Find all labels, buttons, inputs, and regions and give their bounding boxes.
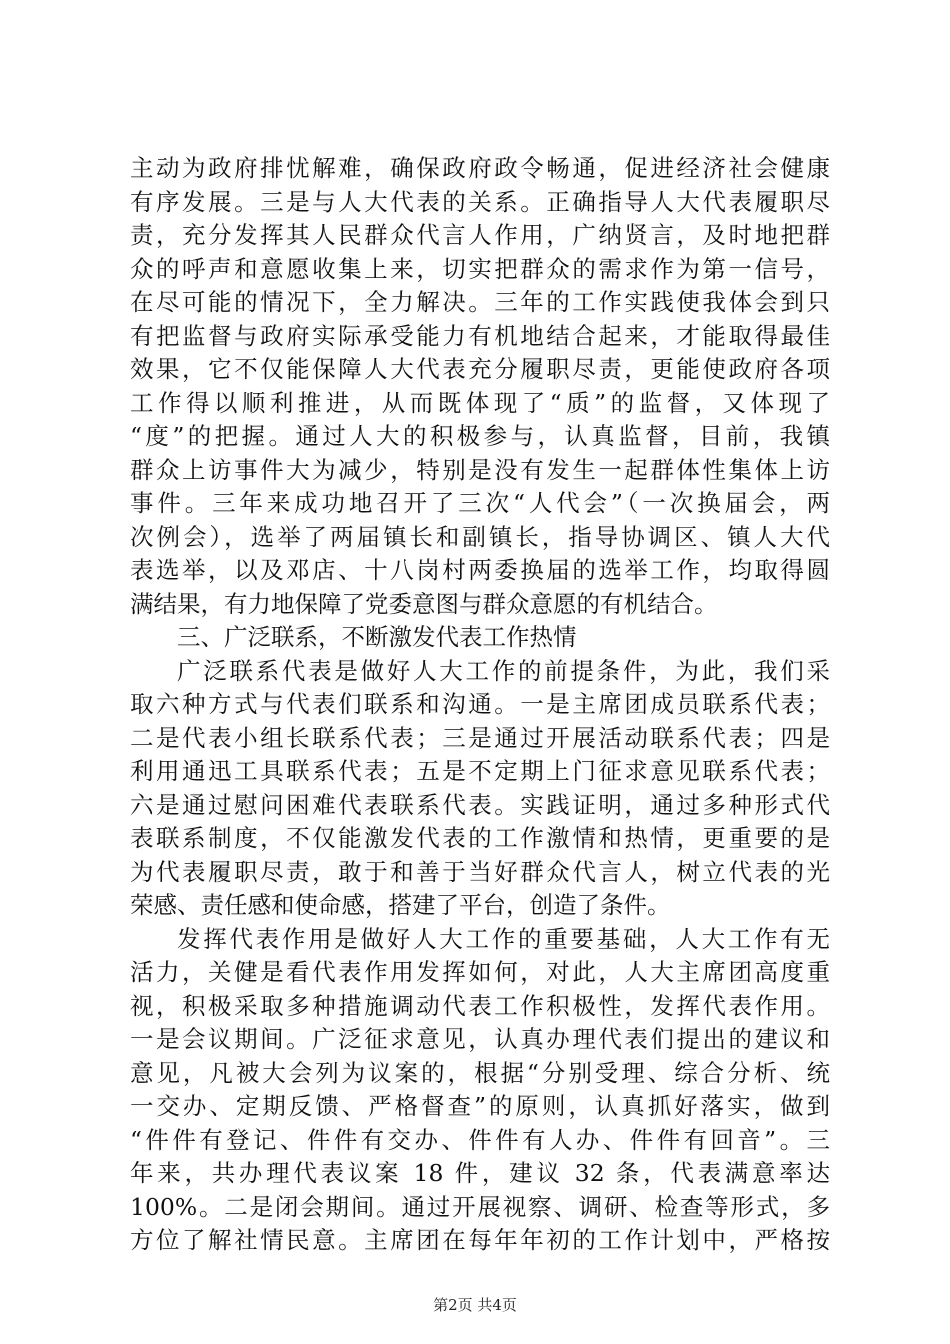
section-heading: 三、广泛联系，不断激发代表工作热情 (177, 623, 577, 651)
text-line: 主动为政府排忧解难，确保政府政令畅通，促进经济社会健康 (130, 154, 830, 182)
text-line: 满结果，有力地保障了党委意图与群众意愿的有机结合。 (130, 589, 718, 618)
text-line: 方位了解社情民意。主席团在每年年初的工作计划中，严格按 (130, 1226, 830, 1254)
text-line: 一交办、定期反馈、严格督查”的原则，认真抓好落实，做到 (130, 1092, 830, 1120)
text-line: 在尽可能的情况下，全力解决。三年的工作实践使我体会到只 (130, 288, 830, 316)
text-line: 责，充分发挥其人民群众代言人作用，广纳贤言，及时地把群 (130, 221, 830, 249)
paragraph-first-line: 广泛联系代表是做好人大工作的前提条件，为此，我们采 (177, 656, 830, 685)
text-line: 意见，凡被大会列为议案的，根据“分别受理、综合分析、统 (130, 1058, 830, 1087)
text-line: 工作得以顺利推进，从而既体现了“质”的监督，又体现了 (130, 388, 830, 417)
text-line: 次例会），选举了两届镇长和副镇长，指导协调区、镇人大代 (130, 522, 830, 551)
text-line: 一是会议期间。广泛征求意见，认真办理代表们提出的建议和 (130, 1025, 830, 1053)
text-line: “件件有登记、件件有交办、件件有人办、件件有回音”。三 (130, 1125, 830, 1154)
text-line: 活力，关健是看代表作用发挥如何，对此，人大主席团高度重 (130, 958, 830, 986)
text-line: 二是代表小组长联系代表；三是通过开展活动联系代表；四是 (130, 723, 830, 752)
text-line: 众的呼声和意愿收集上来，切实把群众的需求作为第一信号， (130, 254, 830, 283)
text-line: 事件。三年来成功地召开了三次“人代会”（一次换届会，两 (130, 489, 830, 517)
text-line: 利用通迅工具联系代表；五是不定期上门征求意见联系代表； (130, 757, 830, 785)
text-line: 六是通过慰问困难代表联系代表。实践证明，通过多种形式代 (130, 790, 830, 819)
paragraph-first-line: 发挥代表作用是做好人大工作的重要基础，人大工作有无 (177, 924, 830, 953)
text-line: 视，积极采取多种措施调动代表工作积极性，发挥代表作用。 (130, 991, 830, 1020)
text-line: 群众上访事件大为减少，特别是没有发生一起群体性集体上访 (130, 455, 830, 484)
text-line: 效果，它不仅能保障人大代表充分履职尽责，更能使政府各项 (130, 355, 830, 383)
page-footer: 第2页 共4页 (433, 1296, 517, 1314)
document-body (130, 152, 830, 1258)
text-line: 表联系制度，不仅能激发代表的工作激情和热情，更重要的是 (130, 824, 830, 852)
text-line: 取六种方式与代表们联系和沟通。一是主席团成员联系代表； (130, 690, 830, 718)
text-line: “度”的把握。通过人大的积极参与，认真监督，目前，我镇 (130, 422, 830, 450)
text-line: 为代表履职尽责，敢于和善于当好群众代言人，树立代表的光 (130, 857, 830, 886)
text-line: 荣感、责任感和使命感，搭建了平台，创造了条件。 (130, 891, 671, 919)
text-line: 有把监督与政府实际承受能力有机地结合起来，才能取得最佳 (130, 321, 830, 350)
text-line: 表选举，以及邓店、十八岗村两委换届的选举工作，均取得圆 (130, 556, 830, 584)
text-line: 100%。二是闭会期间。通过开展视察、调研、检查等形式，多 (130, 1192, 830, 1221)
text-line: 有序发展。三是与人大代表的关系。正确指导人大代表履职尽 (130, 187, 830, 216)
text-line: 年来，共办理代表议案 18 件，建议 32 条，代表满意率达 (130, 1159, 830, 1187)
